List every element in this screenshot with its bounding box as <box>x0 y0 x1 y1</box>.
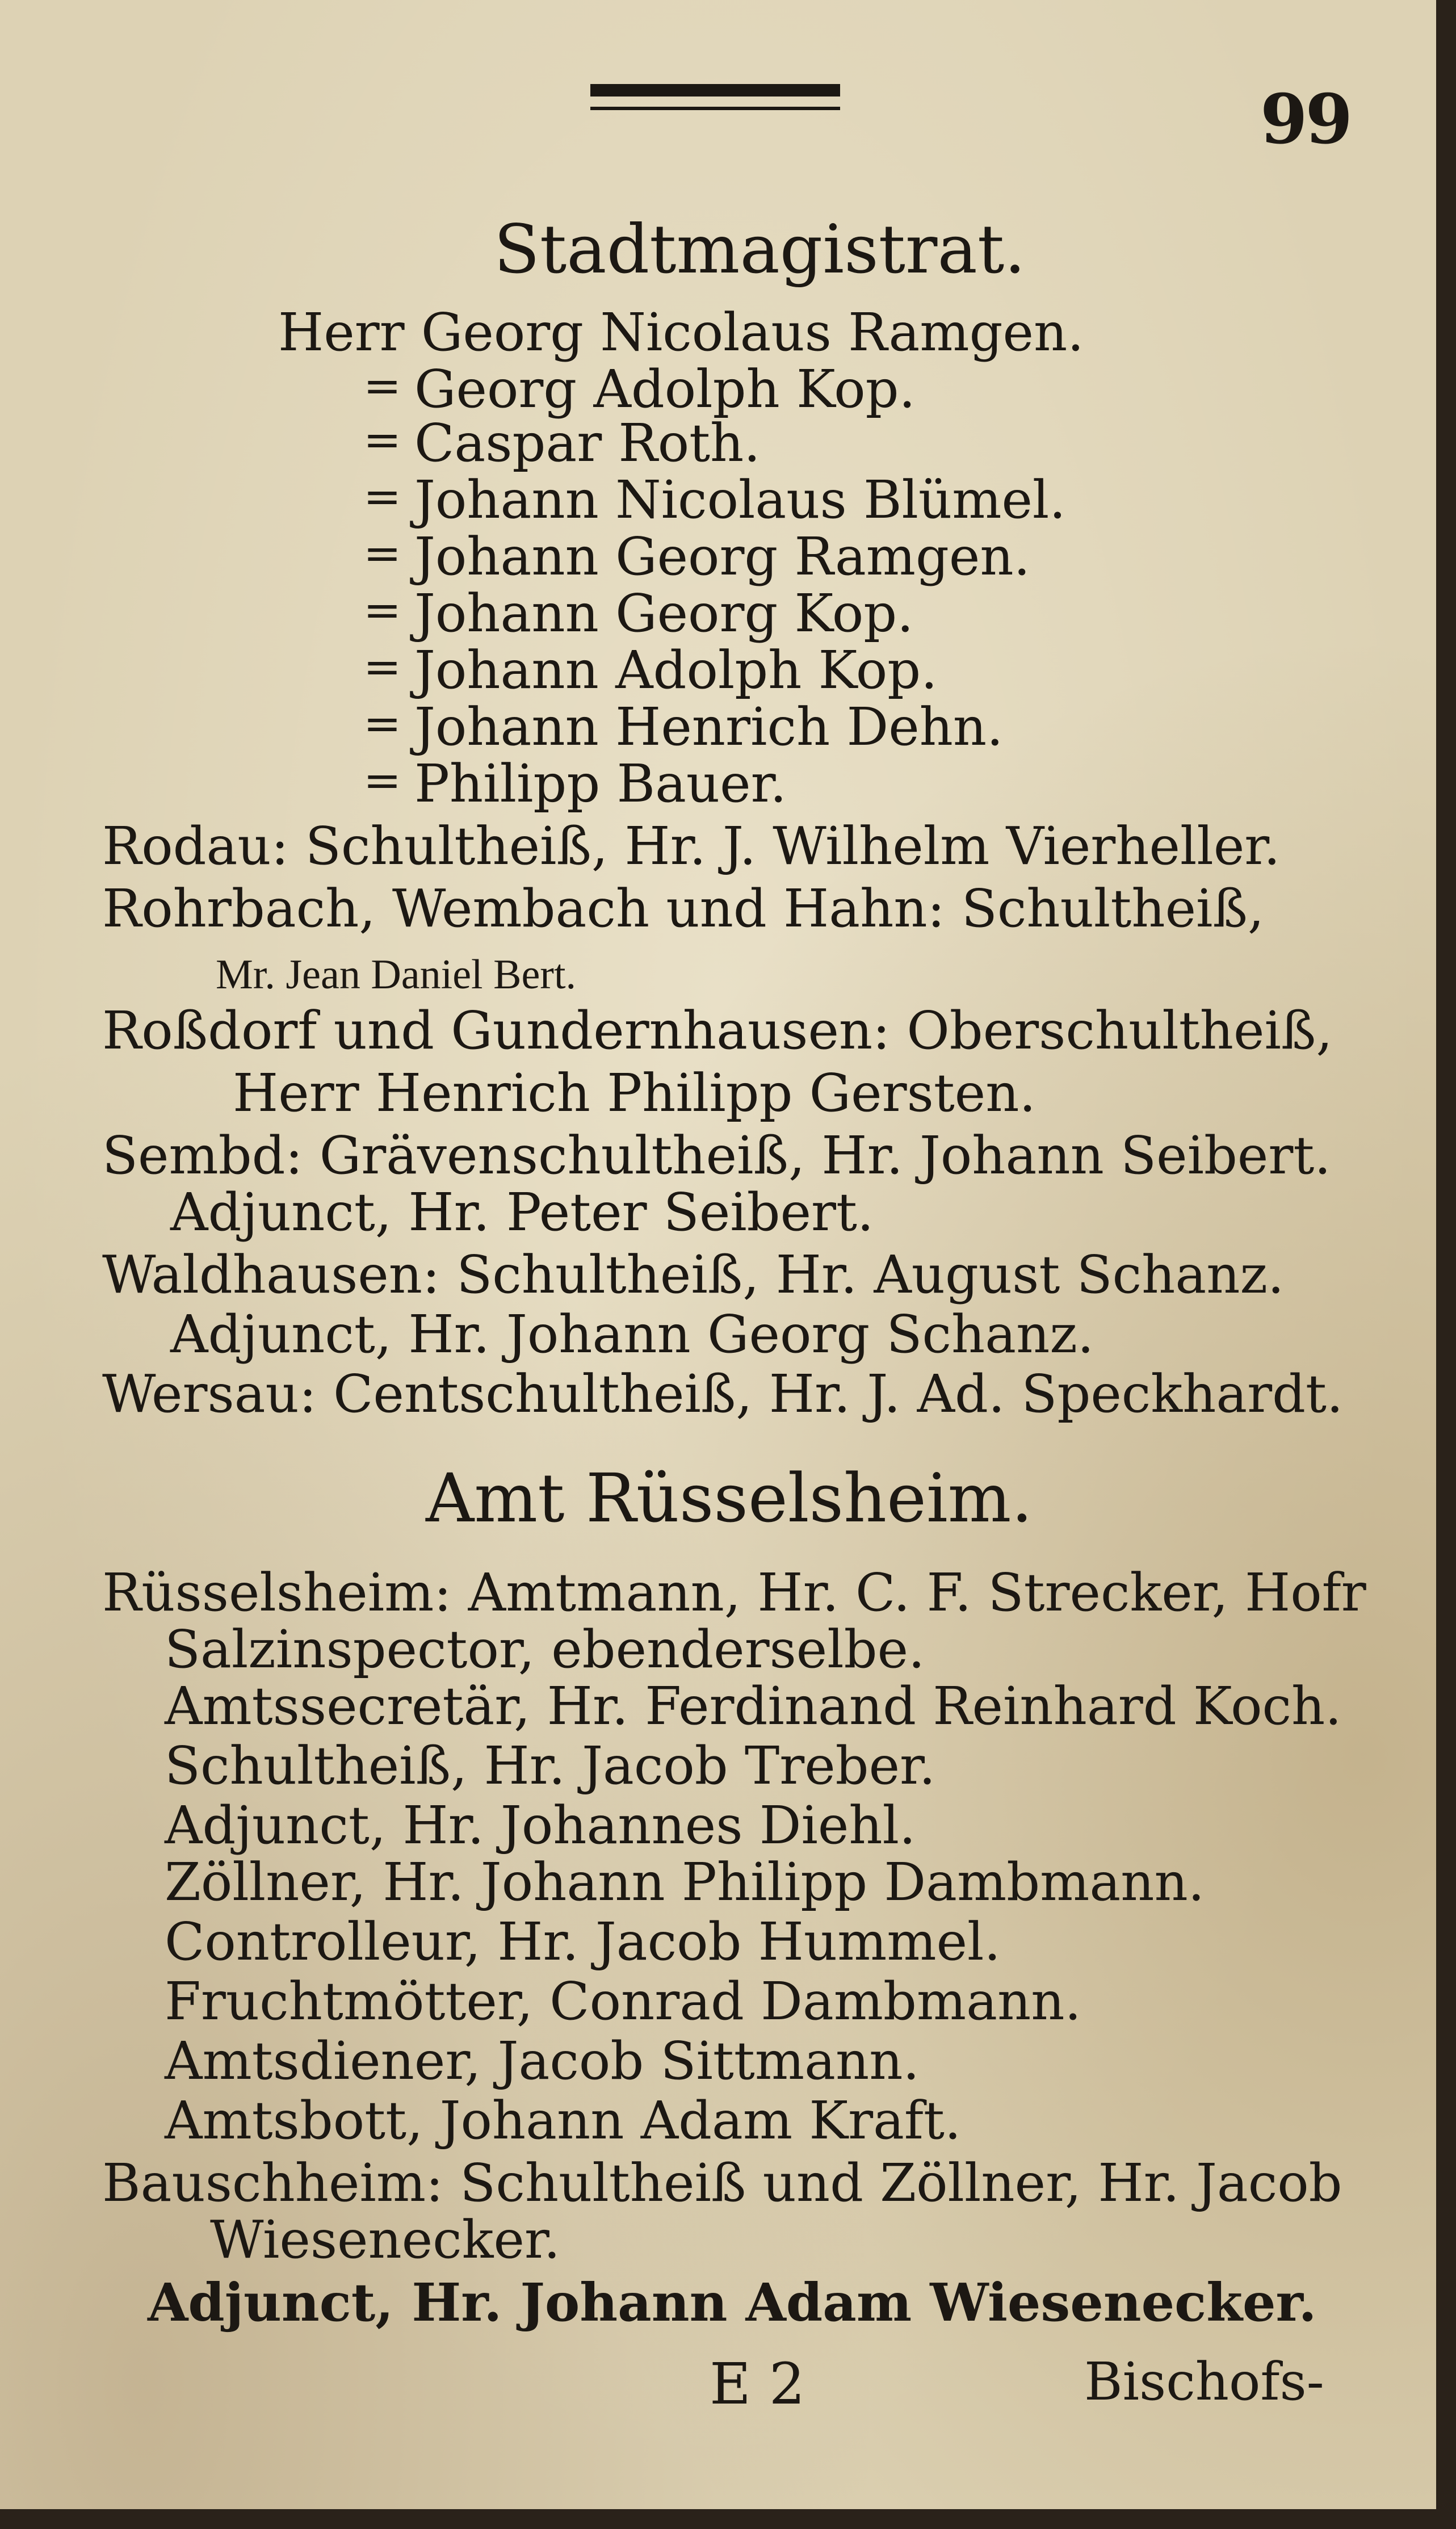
entry-rohrbach-name: Mr. Jean Daniel Bert. <box>216 951 576 998</box>
ditto-mark: = <box>363 470 402 523</box>
entry-waldhausen: Waldhausen: Schultheiß, Hr. August Schanz. <box>102 1244 1285 1305</box>
entry-rossdorf: Roßdorf und Gundernhausen: Oberschultheiß, <box>102 1000 1333 1061</box>
page-number: 99 <box>1260 79 1350 160</box>
ditto-mark: = <box>363 697 402 750</box>
magistrat-member: Johann Adolph Kop. <box>414 640 938 701</box>
ditto-mark: = <box>363 754 402 807</box>
entry-schultheiss: Schultheiß, Hr. Jacob Treber. <box>165 1735 936 1796</box>
entry-ruesselsheim: Rüsselsheim: Amtmann, Hr. C. F. Strecker, Hofr <box>102 1562 1366 1623</box>
entry-sembd-adjunct: Adjunct, Hr. Peter Seibert. <box>170 1182 874 1243</box>
section-heading-stadtmagistrat: Stadtmagistrat. <box>494 210 1026 288</box>
entry-rohrbach: Rohrbach, Wembach und Hahn: Schultheiß, <box>102 878 1265 939</box>
entry-wersau: Wersau: Centschultheiß, Hr. J. Ad. Speckhardt. <box>102 1364 1344 1424</box>
magistrat-member: Johann Nicolaus Blümel. <box>414 469 1066 530</box>
entry-amtsbott: Amtsbott, Johann Adam Kraft. <box>165 2090 962 2151</box>
entry-zoellner: Zöllner, Hr. Johann Philipp Dambmann. <box>165 1852 1205 1913</box>
ditto-mark: = <box>363 527 402 580</box>
entry-salzinspector: Salzinspector, ebenderselbe. <box>165 1619 925 1680</box>
entry-rossdorf-name: Herr Henrich Philipp Gersten. <box>233 1063 1036 1123</box>
signature-mark: E 2 <box>710 2351 805 2417</box>
entry-controlleur: Controlleur, Hr. Jacob Hummel. <box>165 1911 1001 1972</box>
magistrat-member: Johann Henrich Dehn. <box>414 697 1004 757</box>
magistrat-member: Johann Georg Ramgen. <box>414 526 1030 587</box>
magistrat-member: Georg Adolph Kop. <box>414 359 916 420</box>
entry-bauschheim-cont: Wiesenecker. <box>210 2209 561 2270</box>
catchword: Bischofs- <box>1084 2351 1324 2412</box>
ditto-mark: = <box>363 413 402 466</box>
magistrat-member: Philipp Bauer. <box>414 753 787 814</box>
entry-bauschheim: Bauschheim: Schultheiß und Zöllner, Hr. Jacob <box>102 2153 1342 2213</box>
ditto-mark: = <box>363 359 402 412</box>
magistrat-first-member: Herr Georg Nicolaus Ramgen. <box>278 302 1084 363</box>
entry-rodau: Rodau: Schultheiß, Hr. J. Wilhelm Vierheller. <box>102 816 1281 876</box>
entry-waldhausen-adjunct: Adjunct, Hr. Johann Georg Schanz. <box>170 1304 1094 1365</box>
ditto-mark: = <box>363 584 402 636</box>
header-rule <box>590 84 840 110</box>
entry-adjunct: Adjunct, Hr. Johannes Diehl. <box>165 1795 916 1856</box>
section-heading-ruesselsheim: Amt Rüsselsheim. <box>426 1459 1033 1537</box>
magistrat-member: Caspar Roth. <box>414 413 761 473</box>
magistrat-member: Johann Georg Kop. <box>414 583 914 644</box>
entry-amtssecretaer: Amtssecretär, Hr. Ferdinand Reinhard Koch. <box>165 1676 1342 1737</box>
entry-bauschheim-adjunct: Adjunct, Hr. Johann Adam Wiesenecker. <box>148 2272 1317 2333</box>
entry-sembd: Sembd: Grävenschultheiß, Hr. Johann Seibert. <box>102 1125 1331 1186</box>
entry-amtsdiener: Amtsdiener, Jacob Sittmann. <box>165 2031 920 2091</box>
ditto-mark: = <box>363 640 402 693</box>
entry-fruchtmoetter: Fruchtmötter, Conrad Dambmann. <box>165 1971 1081 2032</box>
